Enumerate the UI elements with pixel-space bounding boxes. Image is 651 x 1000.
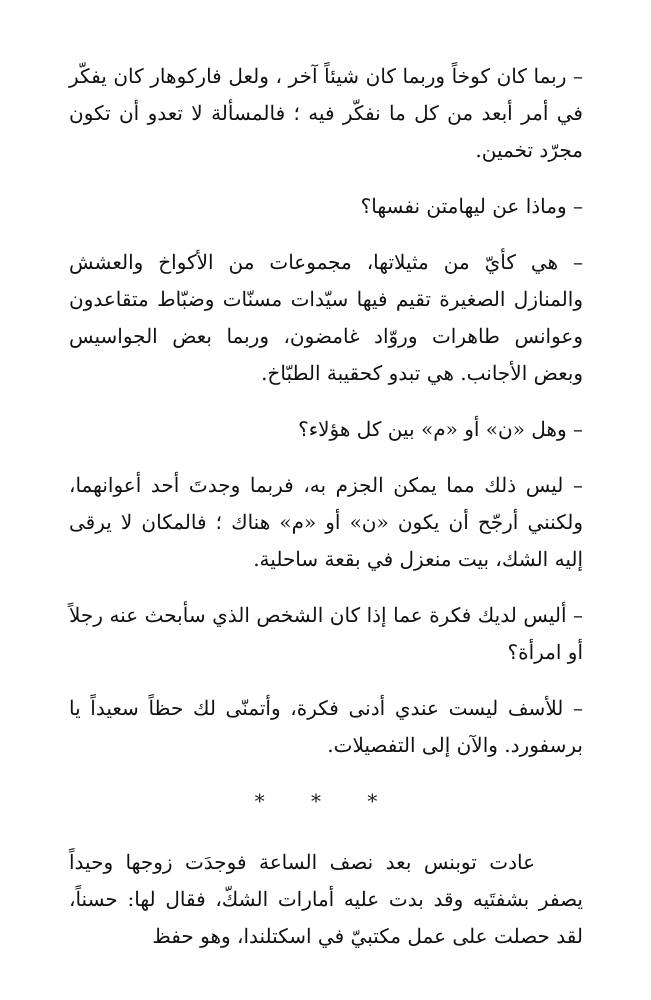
dialogue-paragraph-2: – وماذا عن ليهامتن نفسها؟ xyxy=(360,194,583,218)
section-separator: * * * xyxy=(254,789,398,813)
book-page xyxy=(69,58,583,974)
dialogue-paragraph-7: – للأسف ليست عندي أدنى فكرة، وأتمنّى لك حظاً سعيداً يا برسفورد. والآن إلى التفصيلات. xyxy=(69,696,583,757)
dialogue-paragraph-4: – وهل «ن» أو «م» بين كل هؤلاء؟ xyxy=(298,417,583,441)
dialogue-paragraph-3: – هي كأيّ من مثيلاتها، مجموعات من الأكواخ والعشش والمنازل الصغيرة تقيم فيها سيّدات مسنّات وضبّاط متقاعدون وعوانس طاهرات وروّاد غامضون، وربما بعض الجواسيس وبعض الأجانب. هي تبدو كحقيبة الطبّاخ. xyxy=(69,250,583,385)
dialogue-paragraph-5: – ليس ذلك مما يمكن الجزم به، فربما وجدتَ أحد أعوانهما، ولكنني أرجّح أن يكون «ن» أو «م» هناك ؛ فالمكان لا يرقى إليه الشك، بيت منعزل في بقعة ساحلية. xyxy=(69,473,583,571)
narrative-paragraph: عادت توبنس بعد نصف الساعة فوجدَت زوجها وحيداً يصفر بشفتَيه وقد بدت عليه أمارات الشكّ، فقال لها: حسناً، لقد حصلت على عمل مكتبيّ في اسكتلندا، وهو حفظ xyxy=(69,850,583,948)
dialogue-paragraph-6: – أليس لديك فكرة عما إذا كان الشخص الذي سأبحث عنه رجلاً أو امرأة؟ xyxy=(69,603,583,664)
dialogue-paragraph-1: – ربما كان كوخاً وربما كان شيئاً آخر ، ولعل فاركوهار كان يفكّر في أمر أبعد من كل ما نفكّر فيه ؛ فالمسألة لا تعدو أن تكون مجرّد تخمين. xyxy=(69,64,583,162)
